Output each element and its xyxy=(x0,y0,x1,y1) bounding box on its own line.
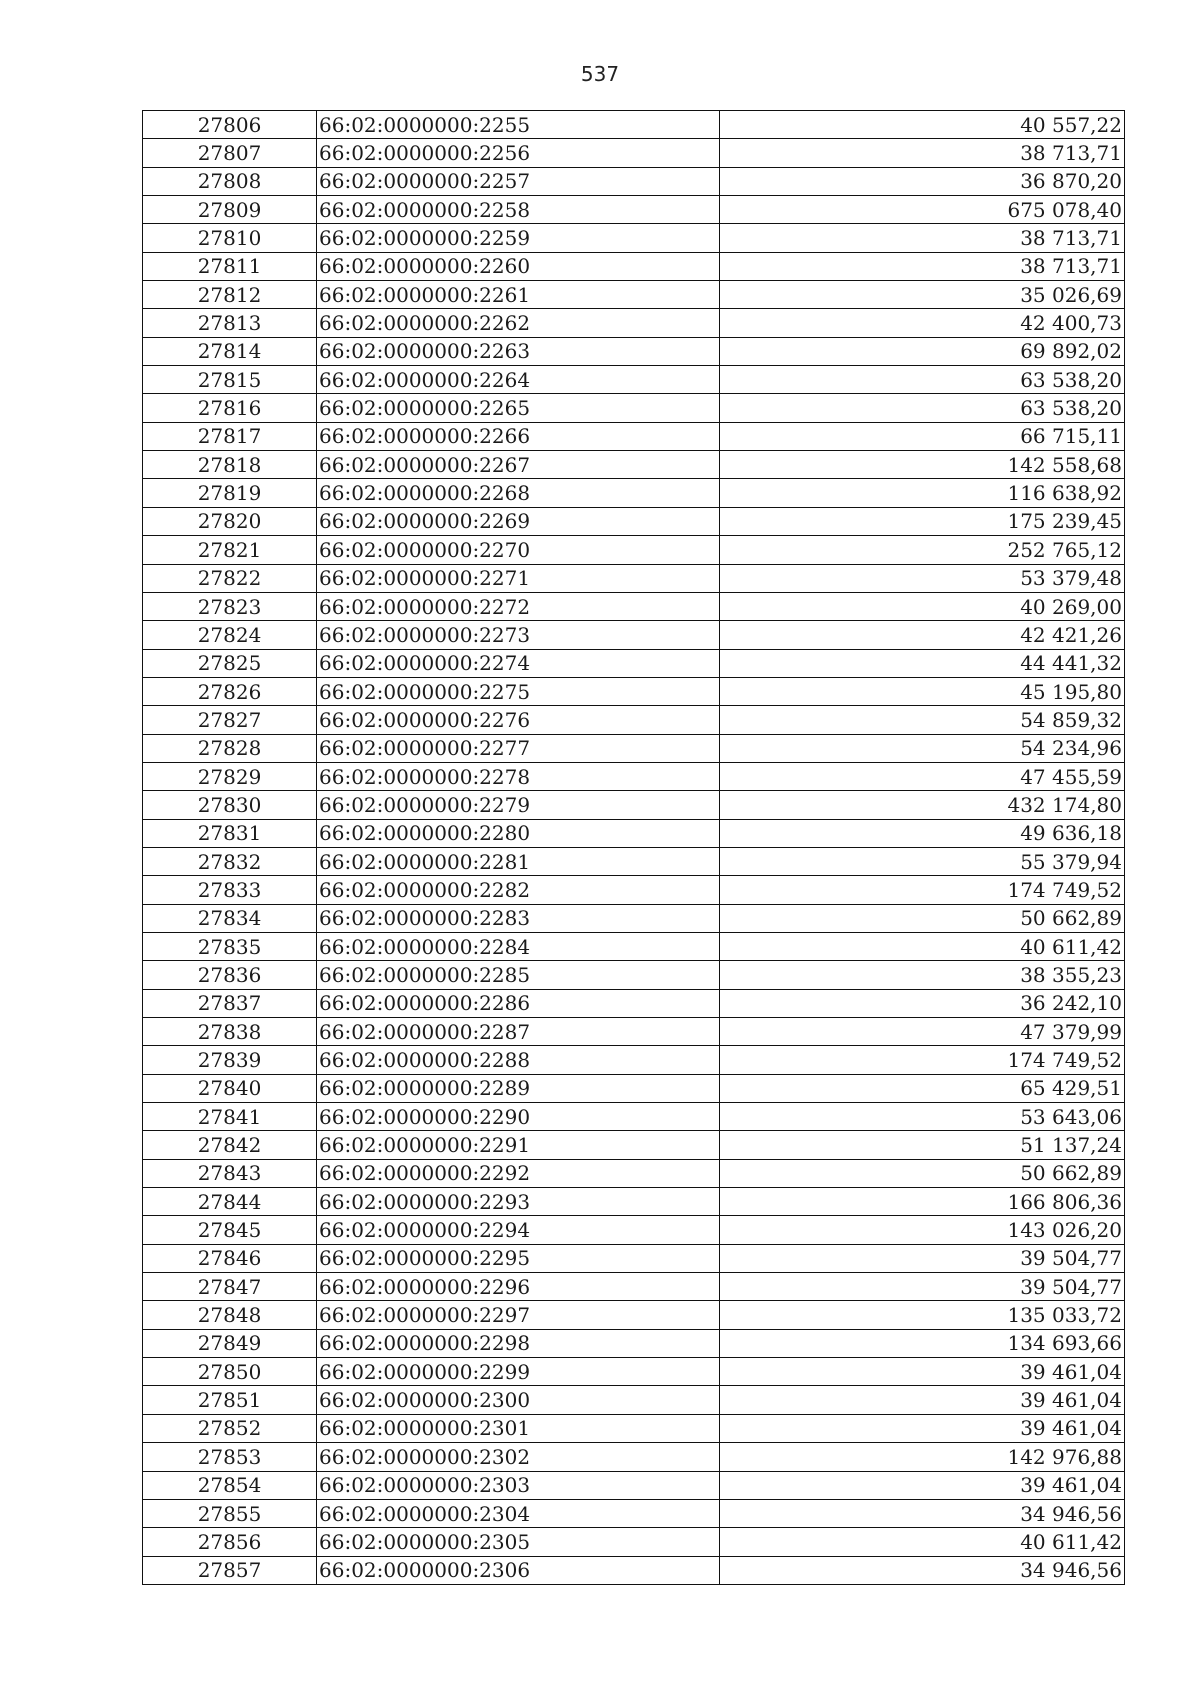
cadastral-number-cell: 66:02:0000000:2296 xyxy=(317,1273,720,1301)
cadastral-value-cell: 55 379,94 xyxy=(720,847,1125,875)
table-body xyxy=(143,111,1125,1585)
cadastral-value-cell: 174 749,52 xyxy=(720,876,1125,904)
cadastral-value-cell: 36 242,10 xyxy=(720,989,1125,1017)
cadastral-value-cell: 40 557,22 xyxy=(720,111,1125,139)
table-row xyxy=(143,111,1125,139)
table-row xyxy=(143,507,1125,535)
table-row xyxy=(143,139,1125,167)
cadastral-number-cell: 66:02:0000000:2285 xyxy=(317,961,720,989)
table-row xyxy=(143,1443,1125,1471)
row-number-cell: 27843 xyxy=(143,1159,317,1187)
table-row xyxy=(143,252,1125,280)
row-number-cell: 27807 xyxy=(143,139,317,167)
row-number-cell: 27855 xyxy=(143,1499,317,1527)
cadastral-value-cell: 49 636,18 xyxy=(720,819,1125,847)
table-row xyxy=(143,649,1125,677)
cadastral-value-cell: 39 461,04 xyxy=(720,1358,1125,1386)
cadastral-number-cell: 66:02:0000000:2266 xyxy=(317,422,720,450)
row-number-cell: 27842 xyxy=(143,1131,317,1159)
row-number-cell: 27839 xyxy=(143,1046,317,1074)
cadastral-value-table xyxy=(142,110,1125,1585)
row-number-cell: 27816 xyxy=(143,394,317,422)
cadastral-value-cell: 53 643,06 xyxy=(720,1103,1125,1131)
row-number-cell: 27844 xyxy=(143,1188,317,1216)
row-number-cell: 27809 xyxy=(143,196,317,224)
row-number-cell: 27810 xyxy=(143,224,317,252)
row-number-cell: 27822 xyxy=(143,564,317,592)
cadastral-value-cell: 36 870,20 xyxy=(720,167,1125,195)
cadastral-value-cell: 40 269,00 xyxy=(720,592,1125,620)
row-number-cell: 27817 xyxy=(143,422,317,450)
row-number-cell: 27808 xyxy=(143,167,317,195)
table-row xyxy=(143,1216,1125,1244)
row-number-cell: 27806 xyxy=(143,111,317,139)
cadastral-value-cell: 39 504,77 xyxy=(720,1273,1125,1301)
table-row xyxy=(143,451,1125,479)
cadastral-number-cell: 66:02:0000000:2258 xyxy=(317,196,720,224)
cadastral-value-cell: 65 429,51 xyxy=(720,1074,1125,1102)
cadastral-number-cell: 66:02:0000000:2286 xyxy=(317,989,720,1017)
cadastral-number-cell: 66:02:0000000:2274 xyxy=(317,649,720,677)
cadastral-number-cell: 66:02:0000000:2265 xyxy=(317,394,720,422)
cadastral-number-cell: 66:02:0000000:2260 xyxy=(317,252,720,280)
table-row xyxy=(143,1386,1125,1414)
cadastral-number-cell: 66:02:0000000:2288 xyxy=(317,1046,720,1074)
table-row xyxy=(143,932,1125,960)
row-number-cell: 27819 xyxy=(143,479,317,507)
row-number-cell: 27815 xyxy=(143,366,317,394)
cadastral-number-cell: 66:02:0000000:2275 xyxy=(317,677,720,705)
table-row xyxy=(143,422,1125,450)
cadastral-value-cell: 54 859,32 xyxy=(720,706,1125,734)
cadastral-value-cell: 166 806,36 xyxy=(720,1188,1125,1216)
cadastral-number-cell: 66:02:0000000:2277 xyxy=(317,734,720,762)
row-number-cell: 27841 xyxy=(143,1103,317,1131)
cadastral-number-cell: 66:02:0000000:2262 xyxy=(317,309,720,337)
cadastral-value-cell: 40 611,42 xyxy=(720,1528,1125,1556)
row-number-cell: 27827 xyxy=(143,706,317,734)
row-number-cell: 27856 xyxy=(143,1528,317,1556)
table-row xyxy=(143,1188,1125,1216)
cadastral-number-cell: 66:02:0000000:2267 xyxy=(317,451,720,479)
page-number: 537 xyxy=(580,62,620,86)
cadastral-number-cell: 66:02:0000000:2283 xyxy=(317,904,720,932)
cadastral-value-cell: 42 400,73 xyxy=(720,309,1125,337)
table-row xyxy=(143,847,1125,875)
table-row xyxy=(143,734,1125,762)
table-row xyxy=(143,706,1125,734)
cadastral-value-cell: 35 026,69 xyxy=(720,281,1125,309)
table-row xyxy=(143,1074,1125,1102)
cadastral-value-cell: 142 976,88 xyxy=(720,1443,1125,1471)
table-row xyxy=(143,1018,1125,1046)
cadastral-value-cell: 175 239,45 xyxy=(720,507,1125,535)
cadastral-value-cell: 39 461,04 xyxy=(720,1414,1125,1442)
cadastral-number-cell: 66:02:0000000:2272 xyxy=(317,592,720,620)
table-row xyxy=(143,791,1125,819)
table-row xyxy=(143,196,1125,224)
table-row xyxy=(143,479,1125,507)
cadastral-number-cell: 66:02:0000000:2284 xyxy=(317,932,720,960)
cadastral-value-cell: 54 234,96 xyxy=(720,734,1125,762)
table-row xyxy=(143,1528,1125,1556)
cadastral-number-cell: 66:02:0000000:2256 xyxy=(317,139,720,167)
cadastral-value-cell: 174 749,52 xyxy=(720,1046,1125,1074)
cadastral-number-cell: 66:02:0000000:2278 xyxy=(317,762,720,790)
cadastral-value-cell: 432 174,80 xyxy=(720,791,1125,819)
row-number-cell: 27821 xyxy=(143,536,317,564)
cadastral-value-cell: 39 461,04 xyxy=(720,1471,1125,1499)
table-row xyxy=(143,819,1125,847)
cadastral-value-cell: 38 713,71 xyxy=(720,252,1125,280)
table-row xyxy=(143,1556,1125,1584)
cadastral-number-cell: 66:02:0000000:2297 xyxy=(317,1301,720,1329)
cadastral-value-cell: 50 662,89 xyxy=(720,1159,1125,1187)
cadastral-value-cell: 34 946,56 xyxy=(720,1499,1125,1527)
row-number-cell: 27824 xyxy=(143,621,317,649)
cadastral-value-cell: 42 421,26 xyxy=(720,621,1125,649)
cadastral-number-cell: 66:02:0000000:2257 xyxy=(317,167,720,195)
cadastral-value-cell: 135 033,72 xyxy=(720,1301,1125,1329)
table-row xyxy=(143,1414,1125,1442)
cadastral-value-cell: 44 441,32 xyxy=(720,649,1125,677)
cadastral-number-cell: 66:02:0000000:2287 xyxy=(317,1018,720,1046)
row-number-cell: 27851 xyxy=(143,1386,317,1414)
cadastral-value-cell: 134 693,66 xyxy=(720,1329,1125,1357)
cadastral-value-cell: 66 715,11 xyxy=(720,422,1125,450)
row-number-cell: 27829 xyxy=(143,762,317,790)
cadastral-number-cell: 66:02:0000000:2302 xyxy=(317,1443,720,1471)
row-number-cell: 27818 xyxy=(143,451,317,479)
table-row xyxy=(143,394,1125,422)
table-row xyxy=(143,1329,1125,1357)
cadastral-number-cell: 66:02:0000000:2289 xyxy=(317,1074,720,1102)
cadastral-number-cell: 66:02:0000000:2290 xyxy=(317,1103,720,1131)
cadastral-number-cell: 66:02:0000000:2299 xyxy=(317,1358,720,1386)
cadastral-value-cell: 38 713,71 xyxy=(720,224,1125,252)
table-row xyxy=(143,337,1125,365)
cadastral-number-cell: 66:02:0000000:2264 xyxy=(317,366,720,394)
table-row xyxy=(143,309,1125,337)
cadastral-value-cell: 47 379,99 xyxy=(720,1018,1125,1046)
table-row xyxy=(143,1301,1125,1329)
table-row xyxy=(143,762,1125,790)
cadastral-number-cell: 66:02:0000000:2263 xyxy=(317,337,720,365)
cadastral-number-cell: 66:02:0000000:2255 xyxy=(317,111,720,139)
row-number-cell: 27857 xyxy=(143,1556,317,1584)
cadastral-number-cell: 66:02:0000000:2303 xyxy=(317,1471,720,1499)
cadastral-value-cell: 63 538,20 xyxy=(720,394,1125,422)
row-number-cell: 27832 xyxy=(143,847,317,875)
row-number-cell: 27828 xyxy=(143,734,317,762)
table-row xyxy=(143,961,1125,989)
row-number-cell: 27831 xyxy=(143,819,317,847)
row-number-cell: 27812 xyxy=(143,281,317,309)
cadastral-number-cell: 66:02:0000000:2269 xyxy=(317,507,720,535)
row-number-cell: 27833 xyxy=(143,876,317,904)
cadastral-value-cell: 51 137,24 xyxy=(720,1131,1125,1159)
row-number-cell: 27853 xyxy=(143,1443,317,1471)
table-row xyxy=(143,1499,1125,1527)
table-row xyxy=(143,366,1125,394)
table-row xyxy=(143,1103,1125,1131)
cadastral-number-cell: 66:02:0000000:2291 xyxy=(317,1131,720,1159)
cadastral-number-cell: 66:02:0000000:2270 xyxy=(317,536,720,564)
cadastral-number-cell: 66:02:0000000:2273 xyxy=(317,621,720,649)
cadastral-number-cell: 66:02:0000000:2276 xyxy=(317,706,720,734)
cadastral-number-cell: 66:02:0000000:2268 xyxy=(317,479,720,507)
cadastral-number-cell: 66:02:0000000:2271 xyxy=(317,564,720,592)
row-number-cell: 27825 xyxy=(143,649,317,677)
row-number-cell: 27830 xyxy=(143,791,317,819)
cadastral-number-cell: 66:02:0000000:2261 xyxy=(317,281,720,309)
table-row xyxy=(143,1273,1125,1301)
row-number-cell: 27837 xyxy=(143,989,317,1017)
row-number-cell: 27838 xyxy=(143,1018,317,1046)
table-row xyxy=(143,1244,1125,1272)
cadastral-value-cell: 40 611,42 xyxy=(720,932,1125,960)
cadastral-value-cell: 45 195,80 xyxy=(720,677,1125,705)
cadastral-number-cell: 66:02:0000000:2281 xyxy=(317,847,720,875)
cadastral-number-cell: 66:02:0000000:2280 xyxy=(317,819,720,847)
cadastral-value-cell: 675 078,40 xyxy=(720,196,1125,224)
row-number-cell: 27849 xyxy=(143,1329,317,1357)
row-number-cell: 27836 xyxy=(143,961,317,989)
row-number-cell: 27848 xyxy=(143,1301,317,1329)
cadastral-value-cell: 252 765,12 xyxy=(720,536,1125,564)
table-row xyxy=(143,904,1125,932)
cadastral-number-cell: 66:02:0000000:2301 xyxy=(317,1414,720,1442)
table-row xyxy=(143,564,1125,592)
row-number-cell: 27834 xyxy=(143,904,317,932)
row-number-cell: 27811 xyxy=(143,252,317,280)
cadastral-value-cell: 38 355,23 xyxy=(720,961,1125,989)
cadastral-number-cell: 66:02:0000000:2305 xyxy=(317,1528,720,1556)
cadastral-number-cell: 66:02:0000000:2294 xyxy=(317,1216,720,1244)
cadastral-number-cell: 66:02:0000000:2306 xyxy=(317,1556,720,1584)
row-number-cell: 27840 xyxy=(143,1074,317,1102)
cadastral-value-cell: 116 638,92 xyxy=(720,479,1125,507)
row-number-cell: 27823 xyxy=(143,592,317,620)
table-row xyxy=(143,167,1125,195)
cadastral-value-cell: 63 538,20 xyxy=(720,366,1125,394)
row-number-cell: 27814 xyxy=(143,337,317,365)
row-number-cell: 27826 xyxy=(143,677,317,705)
cadastral-value-cell: 50 662,89 xyxy=(720,904,1125,932)
cadastral-number-cell: 66:02:0000000:2295 xyxy=(317,1244,720,1272)
cadastral-number-cell: 66:02:0000000:2279 xyxy=(317,791,720,819)
table-row xyxy=(143,876,1125,904)
table-row xyxy=(143,281,1125,309)
row-number-cell: 27850 xyxy=(143,1358,317,1386)
cadastral-value-cell: 69 892,02 xyxy=(720,337,1125,365)
row-number-cell: 27854 xyxy=(143,1471,317,1499)
row-number-cell: 27835 xyxy=(143,932,317,960)
cadastral-value-cell: 47 455,59 xyxy=(720,762,1125,790)
row-number-cell: 27852 xyxy=(143,1414,317,1442)
table-row xyxy=(143,677,1125,705)
table-row xyxy=(143,536,1125,564)
table-row xyxy=(143,1159,1125,1187)
cadastral-value-cell: 39 461,04 xyxy=(720,1386,1125,1414)
cadastral-value-cell: 34 946,56 xyxy=(720,1556,1125,1584)
cadastral-number-cell: 66:02:0000000:2298 xyxy=(317,1329,720,1357)
cadastral-number-cell: 66:02:0000000:2304 xyxy=(317,1499,720,1527)
cadastral-value-cell: 53 379,48 xyxy=(720,564,1125,592)
table-row xyxy=(143,621,1125,649)
table-row xyxy=(143,1358,1125,1386)
table-row xyxy=(143,1046,1125,1074)
table-row xyxy=(143,592,1125,620)
row-number-cell: 27847 xyxy=(143,1273,317,1301)
cadastral-value-cell: 142 558,68 xyxy=(720,451,1125,479)
cadastral-value-cell: 39 504,77 xyxy=(720,1244,1125,1272)
row-number-cell: 27846 xyxy=(143,1244,317,1272)
cadastral-number-cell: 66:02:0000000:2292 xyxy=(317,1159,720,1187)
table-row xyxy=(143,224,1125,252)
table-row xyxy=(143,1471,1125,1499)
cadastral-value-cell: 38 713,71 xyxy=(720,139,1125,167)
cadastral-number-cell: 66:02:0000000:2293 xyxy=(317,1188,720,1216)
cadastral-number-cell: 66:02:0000000:2282 xyxy=(317,876,720,904)
row-number-cell: 27845 xyxy=(143,1216,317,1244)
table-row xyxy=(143,989,1125,1017)
row-number-cell: 27820 xyxy=(143,507,317,535)
row-number-cell: 27813 xyxy=(143,309,317,337)
cadastral-value-cell: 143 026,20 xyxy=(720,1216,1125,1244)
cadastral-number-cell: 66:02:0000000:2259 xyxy=(317,224,720,252)
table-row xyxy=(143,1131,1125,1159)
cadastral-number-cell: 66:02:0000000:2300 xyxy=(317,1386,720,1414)
